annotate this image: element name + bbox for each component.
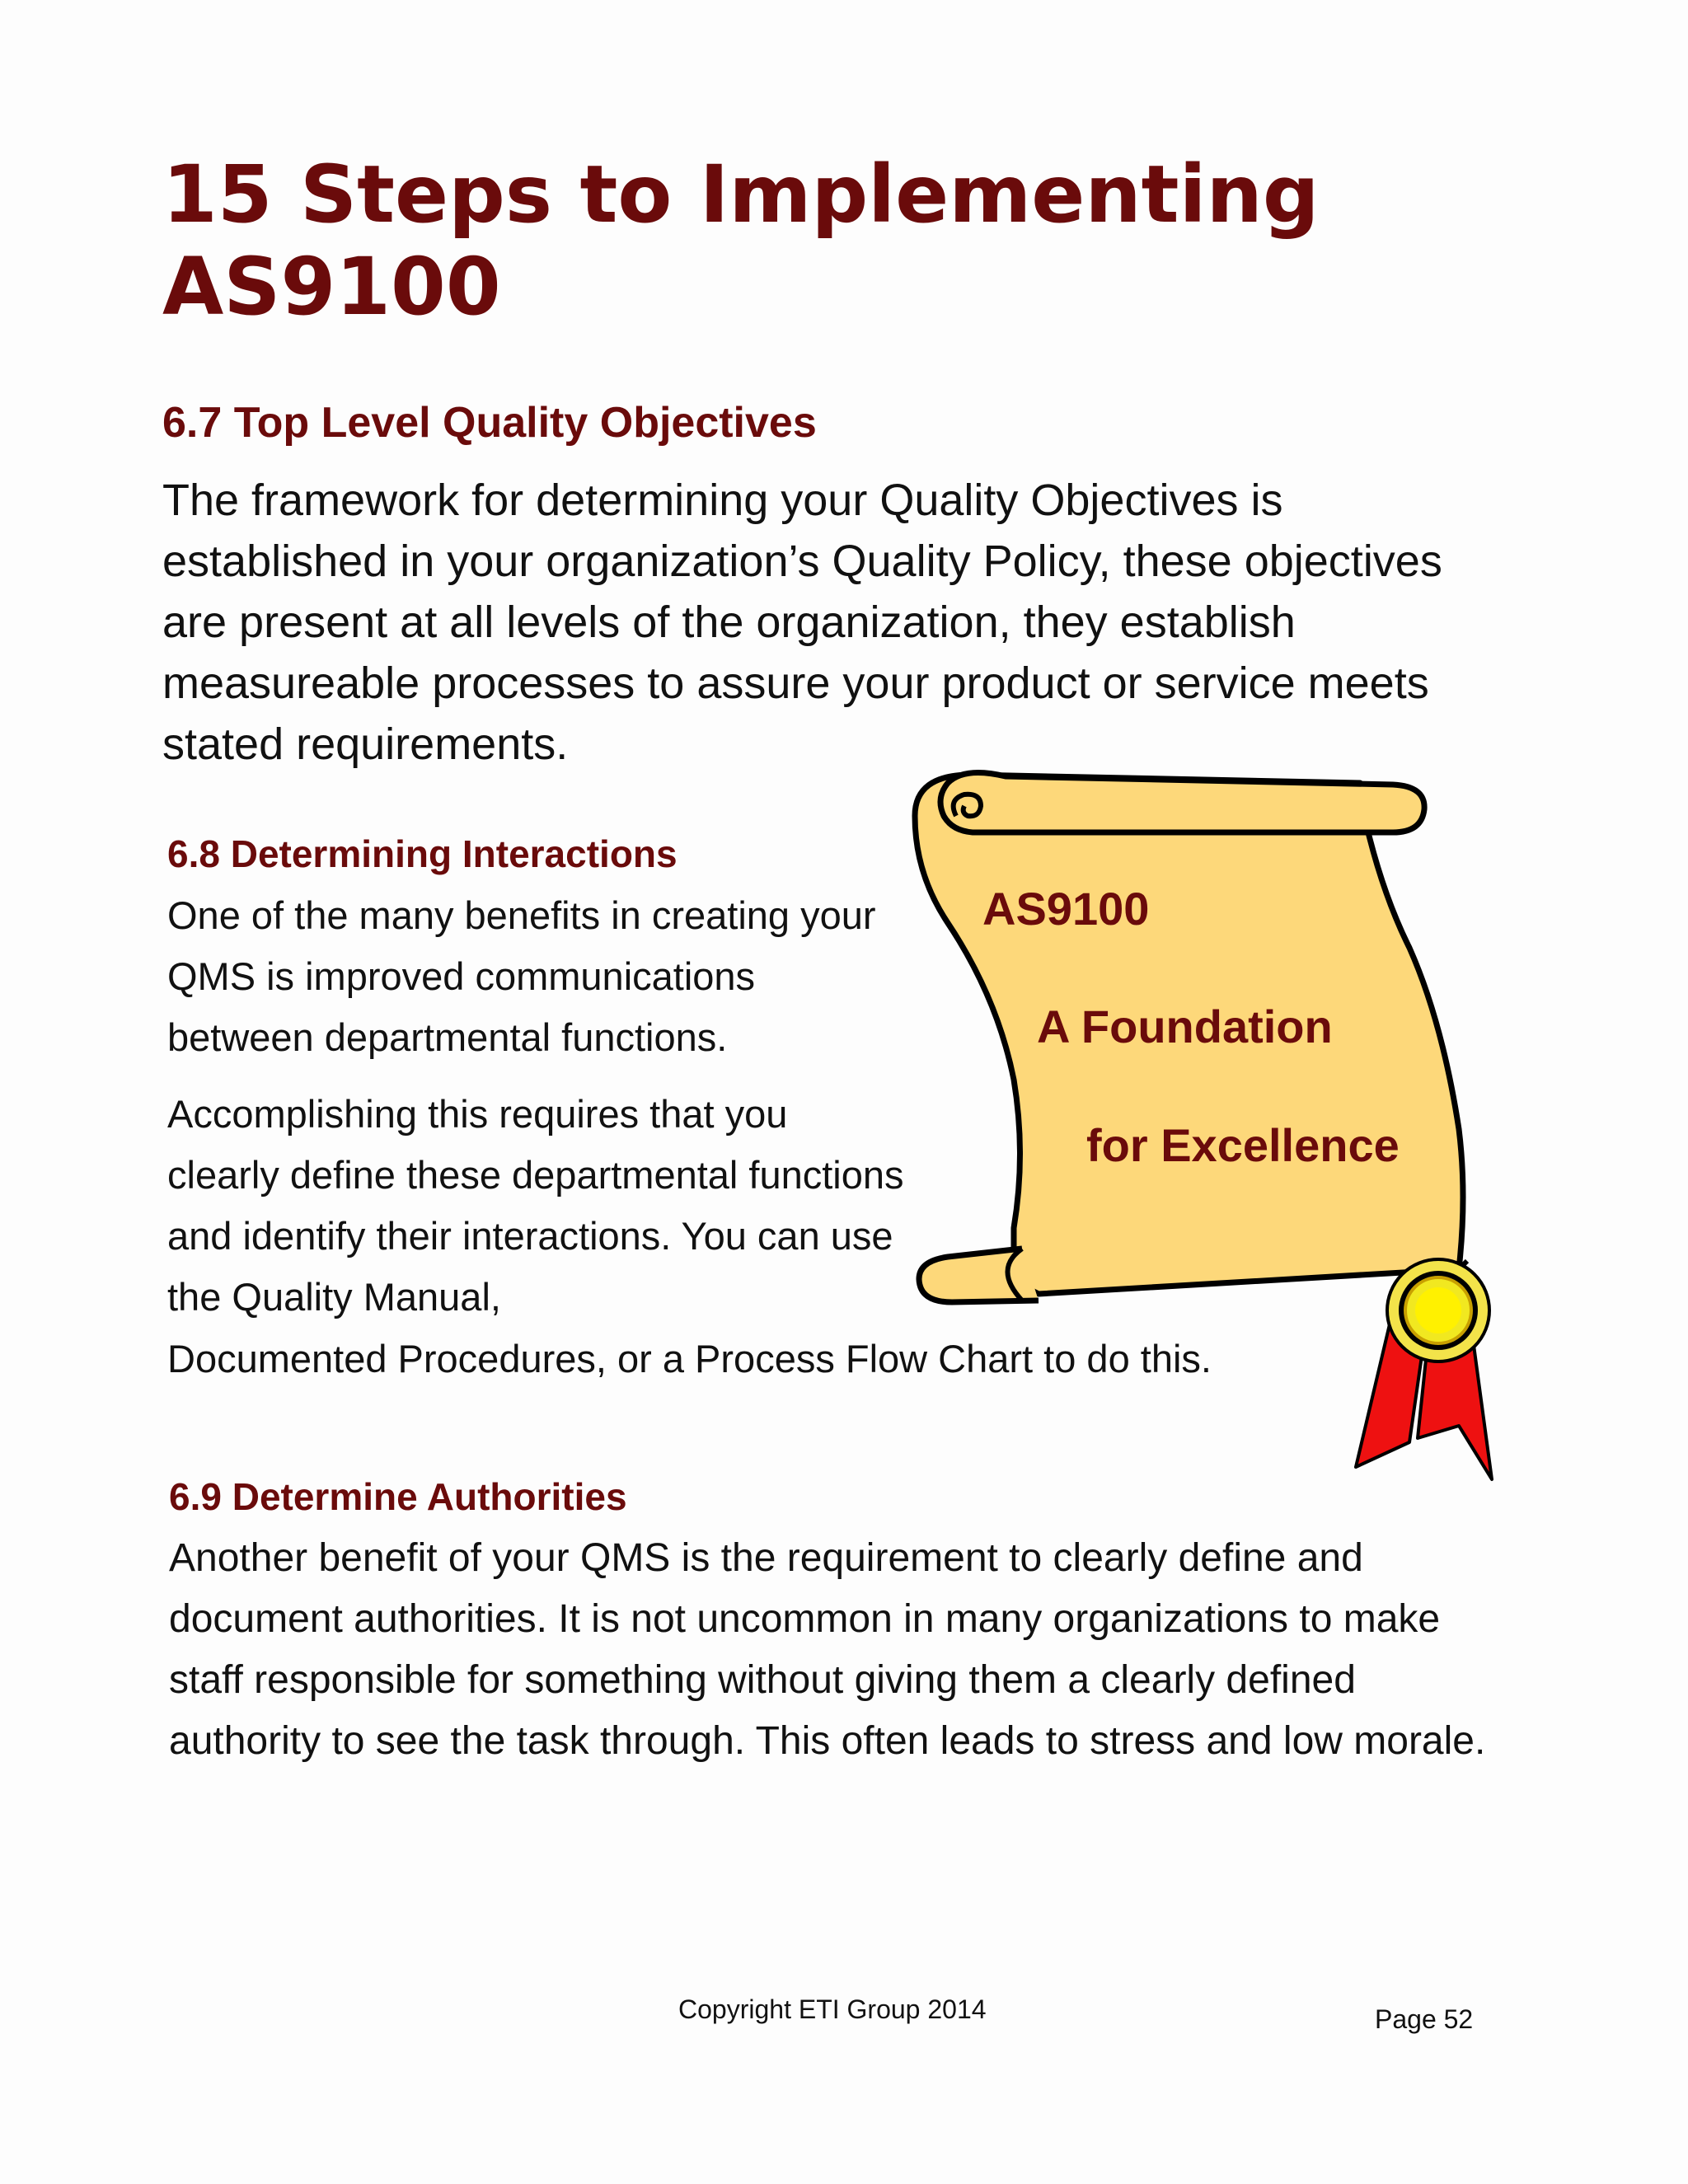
copyright-footer: Copyright ETI Group 2014	[678, 1994, 987, 2024]
page-title: 15 Steps to Implementing AS9100	[162, 148, 1320, 333]
award-ribbon-icon	[1387, 1259, 1489, 1361]
section-heading-6-8: 6.8 Determining Interactions	[167, 832, 678, 875]
section-body-6-8-para1: One of the many benefits in creating your QMS is improved communications between departmental functions.	[167, 893, 876, 1059]
section-heading-6-7: 6.7 Top Level Quality Objectives	[162, 399, 817, 447]
scroll-line-3: for Excellence	[1086, 1119, 1400, 1171]
section-heading-6-9: 6.9 Determine Authorities	[169, 1475, 627, 1518]
section-body-6-8-para2: Accomplishing this requires that you clearly define these departmental functions and identify their interactions. You can use the Quality Manual,	[167, 1092, 904, 1319]
scroll-line-1: AS9100	[982, 883, 1150, 935]
section-body-6-9: Another benefit of your QMS is the requirement to clearly define and document authorities. It is not uncommon in many organizations to make staff responsible for something without giving them a clearly defined authority to see the task through. This often leads to stress and low morale.	[169, 1536, 1486, 1763]
page-number: Page 52	[1375, 2004, 1474, 2034]
section-body-6-7: The framework for determining your Quality Objectives is established in your organization’s Quality Policy, these objectives are present at all levels of the organization, they establish measureable processes to assure your product or service meets stated requirements.	[162, 476, 1442, 769]
section-body-6-8-para3: Documented Procedures, or a Process Flow Chart to do this.	[167, 1337, 1212, 1380]
scroll-line-2: A Foundation	[1037, 1001, 1333, 1052]
